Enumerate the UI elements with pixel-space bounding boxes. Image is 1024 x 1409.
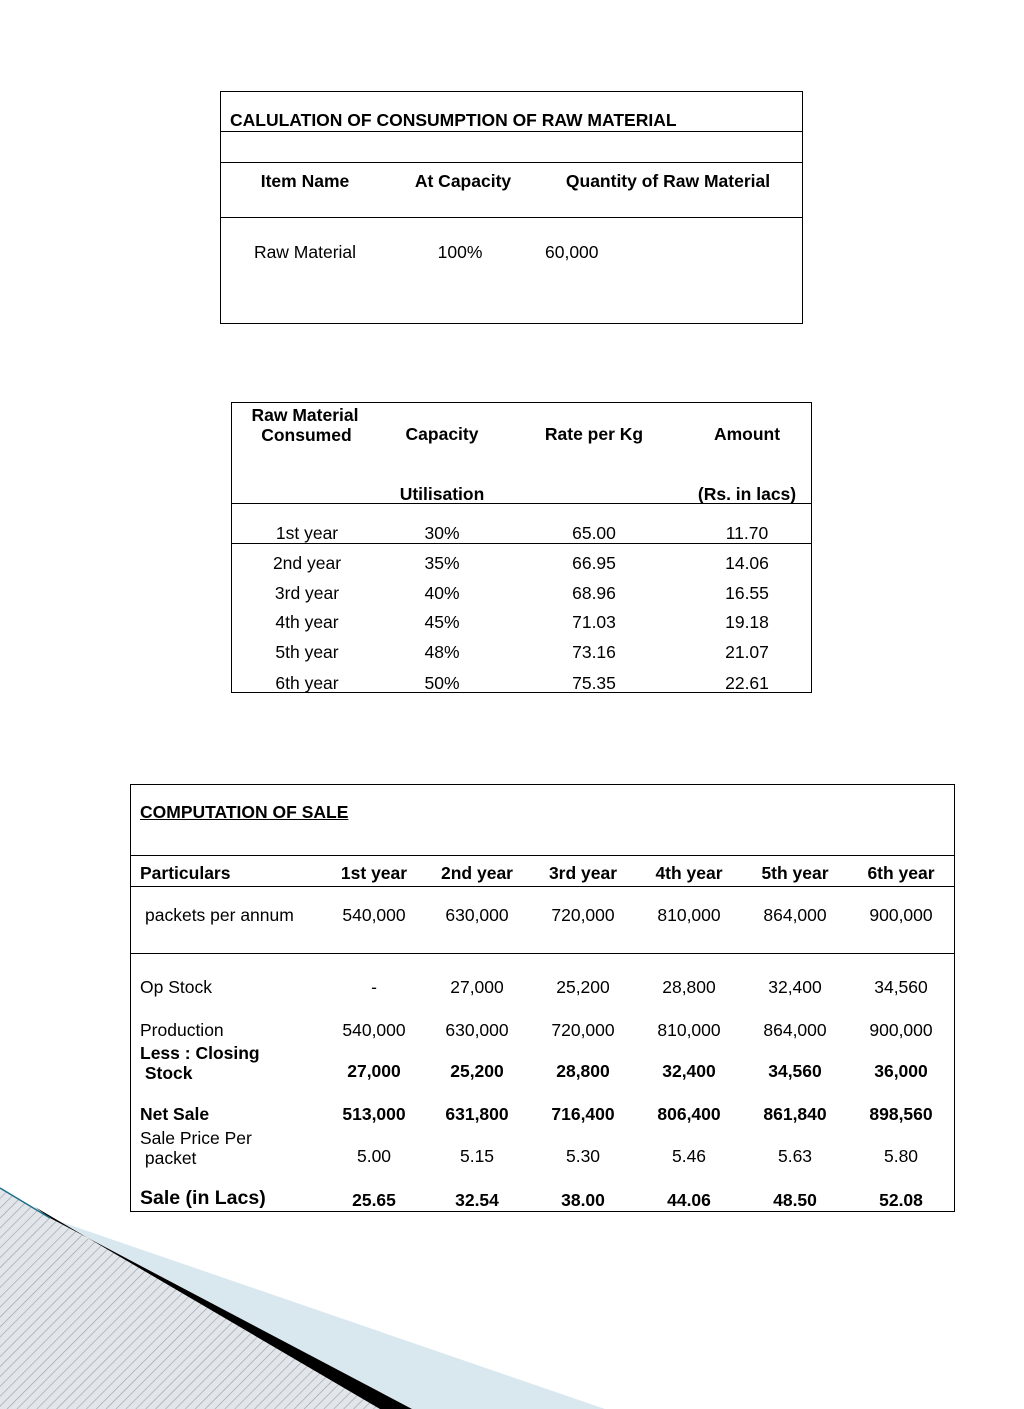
consumption-row-rate: 65.00 — [572, 523, 616, 543]
consumption-row-amount: 22.61 — [725, 673, 769, 693]
consumption-row-capacity: 48% — [424, 642, 460, 662]
row-label-production: Production — [140, 1020, 224, 1040]
sale-cell: 32,400 — [768, 977, 822, 997]
sale-cell: 540,000 — [342, 1020, 406, 1040]
sale-cell: 898,560 — [869, 1104, 933, 1124]
sale-cell: 48.50 — [773, 1190, 817, 1210]
consumption-row-capacity: 40% — [424, 583, 460, 603]
header-year: 2nd year — [441, 863, 513, 883]
header-rs-in-lacs: (Rs. in lacs) — [697, 484, 797, 504]
divider — [130, 953, 955, 954]
header-utilisation: Utilisation — [399, 484, 485, 504]
sale-cell: 540,000 — [342, 905, 406, 925]
sale-cell: 38.00 — [561, 1190, 605, 1210]
sale-cell: 5.63 — [777, 1146, 813, 1166]
sale-cell: 27,000 — [450, 977, 504, 997]
consumption-row-year: 3rd year — [274, 583, 340, 603]
sale-cell: 32.54 — [455, 1190, 499, 1210]
consumption-row-rate: 66.95 — [572, 553, 616, 573]
sale-cell: 864,000 — [763, 1020, 827, 1040]
cell-quantity: 60,000 — [545, 242, 599, 262]
sale-cell: 34,560 — [874, 977, 928, 997]
sale-cell: 630,000 — [445, 1020, 509, 1040]
header-particulars: Particulars — [140, 863, 231, 883]
consumption-row-capacity: 50% — [424, 673, 460, 693]
divider — [130, 886, 955, 887]
header-raw-material-consumed: Raw Material Consumed — [251, 405, 359, 445]
header-year: 4th year — [655, 863, 723, 883]
consumption-row-amount: 16.55 — [725, 583, 769, 603]
consumption-row-capacity: 35% — [424, 553, 460, 573]
header-item-name: Item Name — [260, 171, 350, 191]
header-rate-per-kg: Rate per Kg — [544, 424, 644, 444]
sale-cell: 810,000 — [657, 1020, 721, 1040]
sale-cell: - — [371, 977, 377, 997]
sale-cell: 900,000 — [869, 1020, 933, 1040]
consumption-row-amount: 14.06 — [725, 553, 769, 573]
row-label-closing-stock: Less : Closing Stock — [140, 1043, 260, 1083]
sale-cell: 513,000 — [342, 1104, 406, 1124]
sale-cell: 864,000 — [763, 905, 827, 925]
sale-cell: 806,400 — [657, 1104, 721, 1124]
sale-cell: 28,800 — [662, 977, 716, 997]
cell-at-capacity: 100% — [437, 242, 483, 262]
divider — [220, 217, 803, 218]
row-label-sale-in-lacs: Sale (in Lacs) — [140, 1187, 266, 1209]
sale-cell: 28,800 — [556, 1061, 610, 1081]
sale-cell: 32,400 — [662, 1061, 716, 1081]
sale-title: COMPUTATION OF SALE — [140, 802, 349, 822]
consumption-row-year: 5th year — [275, 642, 339, 662]
sale-cell: 861,840 — [763, 1104, 827, 1124]
sale-cell: 631,800 — [445, 1104, 509, 1124]
row-label-net-sale: Net Sale — [140, 1104, 210, 1124]
header-year: 5th year — [761, 863, 829, 883]
header-capacity: Capacity — [405, 424, 479, 444]
sale-table — [130, 784, 955, 1212]
row-label-packets-per-annum: packets per annum — [145, 905, 294, 925]
row-label-sale-price: Sale Price Per packet — [140, 1128, 252, 1168]
sale-cell: 5.00 — [356, 1146, 392, 1166]
sale-cell: 630,000 — [445, 905, 509, 925]
sale-cell: 25,200 — [450, 1061, 504, 1081]
consumption-row-year: 1st year — [275, 523, 339, 543]
consumption-row-capacity: 45% — [424, 612, 460, 632]
consumption-row-rate: 75.35 — [572, 673, 616, 693]
sale-cell: 27,000 — [347, 1061, 401, 1081]
sale-cell: 716,400 — [551, 1104, 615, 1124]
sale-cell: 25,200 — [556, 977, 610, 997]
sale-cell: 34,560 — [768, 1061, 822, 1081]
sale-cell: 5.80 — [883, 1146, 919, 1166]
header-year: 1st year — [340, 863, 408, 883]
divider — [220, 131, 803, 132]
sale-cell: 52.08 — [879, 1190, 923, 1210]
consumption-row-year: 2nd year — [272, 553, 342, 573]
consumption-row-amount: 21.07 — [725, 642, 769, 662]
header-quantity: Quantity of Raw Material — [565, 171, 771, 191]
consumption-row-year: 6th year — [275, 673, 339, 693]
cell-item-name: Raw Material — [253, 242, 357, 262]
sale-cell: 810,000 — [657, 905, 721, 925]
consumption-row-rate: 68.96 — [572, 583, 616, 603]
sale-cell: 25.65 — [352, 1190, 396, 1210]
sale-cell: 5.46 — [671, 1146, 707, 1166]
header-year: 3rd year — [548, 863, 618, 883]
divider — [130, 855, 955, 856]
consumption-row-amount: 11.70 — [725, 523, 769, 543]
consumption-row-rate: 71.03 — [572, 612, 616, 632]
consumption-row-year: 4th year — [275, 612, 339, 632]
sale-cell: 720,000 — [551, 905, 615, 925]
divider — [220, 162, 803, 163]
consumption-row-rate: 73.16 — [572, 642, 616, 662]
header-year: 6th year — [867, 863, 935, 883]
raw-material-calc-title: CALULATION OF CONSUMPTION OF RAW MATERIAL — [230, 110, 677, 130]
header-at-capacity: At Capacity — [414, 171, 512, 191]
consumption-row-amount: 19.18 — [725, 612, 769, 632]
sale-cell: 5.15 — [459, 1146, 495, 1166]
sale-cell: 900,000 — [869, 905, 933, 925]
sale-cell: 5.30 — [565, 1146, 601, 1166]
sale-cell: 36,000 — [874, 1061, 928, 1081]
row-label-op-stock: Op Stock — [140, 977, 212, 997]
header-amount: Amount — [713, 424, 781, 444]
divider — [231, 543, 812, 544]
consumption-row-capacity: 30% — [424, 523, 460, 543]
sale-cell: 44.06 — [667, 1190, 711, 1210]
sale-cell: 720,000 — [551, 1020, 615, 1040]
